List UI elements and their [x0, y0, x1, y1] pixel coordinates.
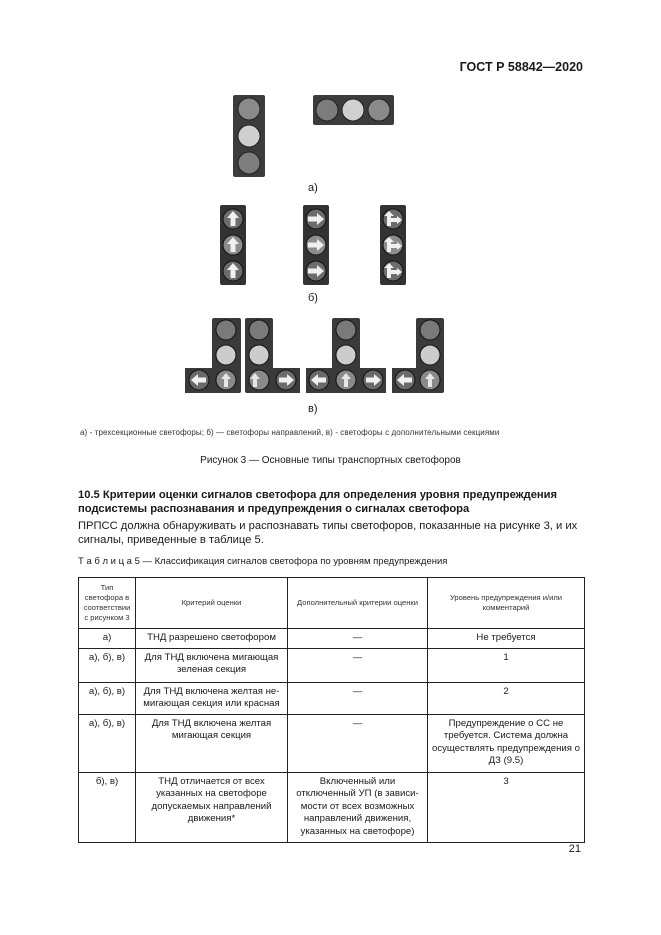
section-heading: 10.5 Критерии оценки сигналов светофора для определения уровня предупреждения подсистемы распознавания и предупреждения о сигналах светофора: [78, 489, 558, 515]
table-cell: —: [288, 629, 428, 649]
figure-label-b: б): [308, 292, 318, 304]
traffic-light-horizontal-three-section: [313, 95, 394, 125]
table-cell: 3: [428, 773, 585, 843]
traffic-light-vertical-three-section: [233, 95, 265, 177]
table-cell: Для ТНД включена мигающая зеленая секция: [136, 649, 288, 683]
figure-label-a: а): [308, 182, 318, 194]
table-row: [79, 629, 585, 649]
section-paragraph: ПРПСС должна обнаруживать и распознавать типы светофоров, показанные на рисунке 3, и их сигналы, приведенные в таблице 5.: [78, 520, 578, 546]
table-cell: ТНД разрешено светофором: [136, 629, 288, 649]
traffic-light-direction-up: [220, 205, 246, 285]
table-cell: Для ТНД включена желтая мигающая секция: [136, 715, 288, 773]
table-cell: а), б), в): [79, 715, 136, 773]
traffic-light-direction-up-right: [380, 205, 406, 285]
table-cell: а), б), в): [79, 683, 136, 715]
table-cell: Предупреждение о СС не требуется. Система должна осуществлять предупреждения о ДЗ (9.5): [428, 715, 585, 773]
table-cell: ТНД отличается от всех указанных на светофоре допускаемых направлений движения*: [136, 773, 288, 843]
table-cell: а): [79, 629, 136, 649]
table-cell: —: [288, 683, 428, 715]
traffic-light-direction-right: [303, 205, 329, 285]
table-cell: а), б), в): [79, 649, 136, 683]
table-row: [79, 683, 585, 715]
table-cell: 1: [428, 649, 585, 683]
table-header-cell: Тип светофора в соответствии с рисунком 3: [79, 578, 136, 629]
traffic-light-with-right-section: [245, 318, 300, 393]
table-header-cell: Уровень предупреждения и/или комментарий: [428, 578, 585, 629]
traffic-light-with-left-section-2: [392, 318, 444, 393]
table-cell: Для ТНД включена желтая не-мигающая секция или красная: [136, 683, 288, 715]
table-row: [79, 715, 585, 773]
traffic-light-with-left-section: [185, 318, 241, 393]
warning-levels-table: [78, 577, 585, 843]
figure-label-c: в): [308, 403, 318, 415]
table-caption: Т а б л и ц а 5 — Классификация сигналов светофора по уровням предупреждения: [78, 556, 448, 567]
table-row: [79, 773, 585, 843]
page-number: 21: [568, 843, 581, 855]
traffic-light-with-two-sections: [306, 318, 386, 393]
table-header-cell: Критерий оценки: [136, 578, 288, 629]
figure-legend: а) - трехсекционные светофоры; б) — светофоры направлений, в) - светофоры с дополнительными секциями: [80, 428, 500, 437]
figure-title: Рисунок 3 — Основные типы транспортных светофоров: [200, 455, 461, 466]
table-header-row: [79, 578, 585, 629]
table-header-cell: Дополнительный критерии оценки: [288, 578, 428, 629]
table-cell: Включенный или отключенный УП (в зависи-мости от всех возможных направлений движения, указанных на светофоре): [288, 773, 428, 843]
table-row: [79, 649, 585, 683]
table-cell: 2: [428, 683, 585, 715]
table-cell: б), в): [79, 773, 136, 843]
document-standard-header: ГОСТ Р 58842—2020: [459, 60, 583, 74]
table-cell: —: [288, 649, 428, 683]
table-cell: —: [288, 715, 428, 773]
table-cell: Не требуется: [428, 629, 585, 649]
